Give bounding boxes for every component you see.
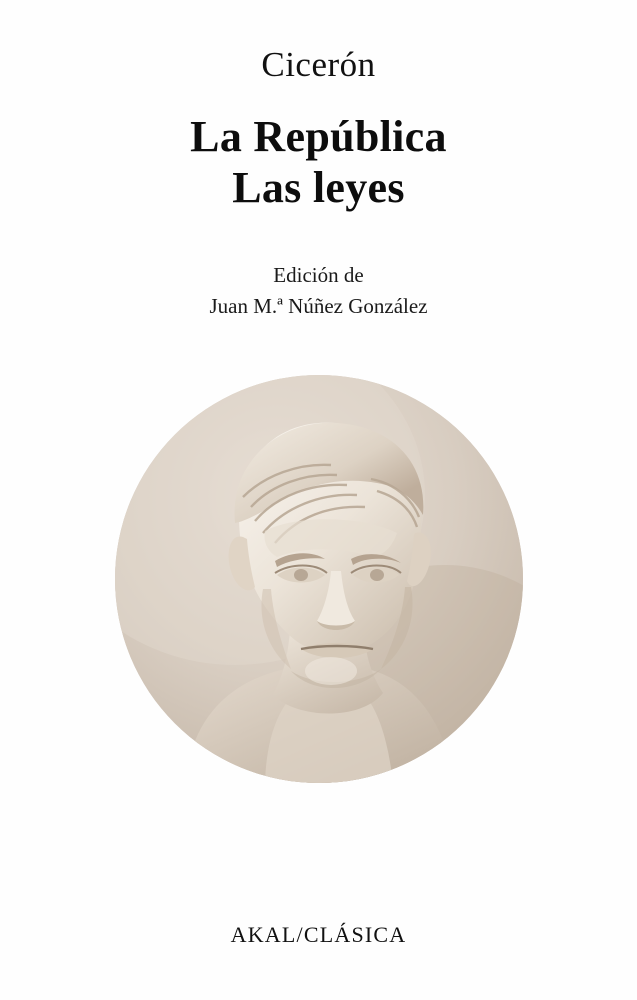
title-line-primary: La República bbox=[190, 111, 447, 161]
title-line-secondary: Las leyes bbox=[232, 163, 405, 213]
edition-label: Edición de bbox=[273, 263, 364, 288]
cicero-bust-image bbox=[115, 375, 523, 783]
publisher-imprint: AKAL/CLÁSICA bbox=[230, 922, 407, 947]
editor-name: Juan M.ª Núñez González bbox=[209, 293, 428, 318]
author-name: Cicerón bbox=[261, 45, 376, 84]
book-title bbox=[190, 111, 447, 215]
edition-credit bbox=[209, 260, 427, 321]
portrait-area bbox=[115, 375, 523, 783]
